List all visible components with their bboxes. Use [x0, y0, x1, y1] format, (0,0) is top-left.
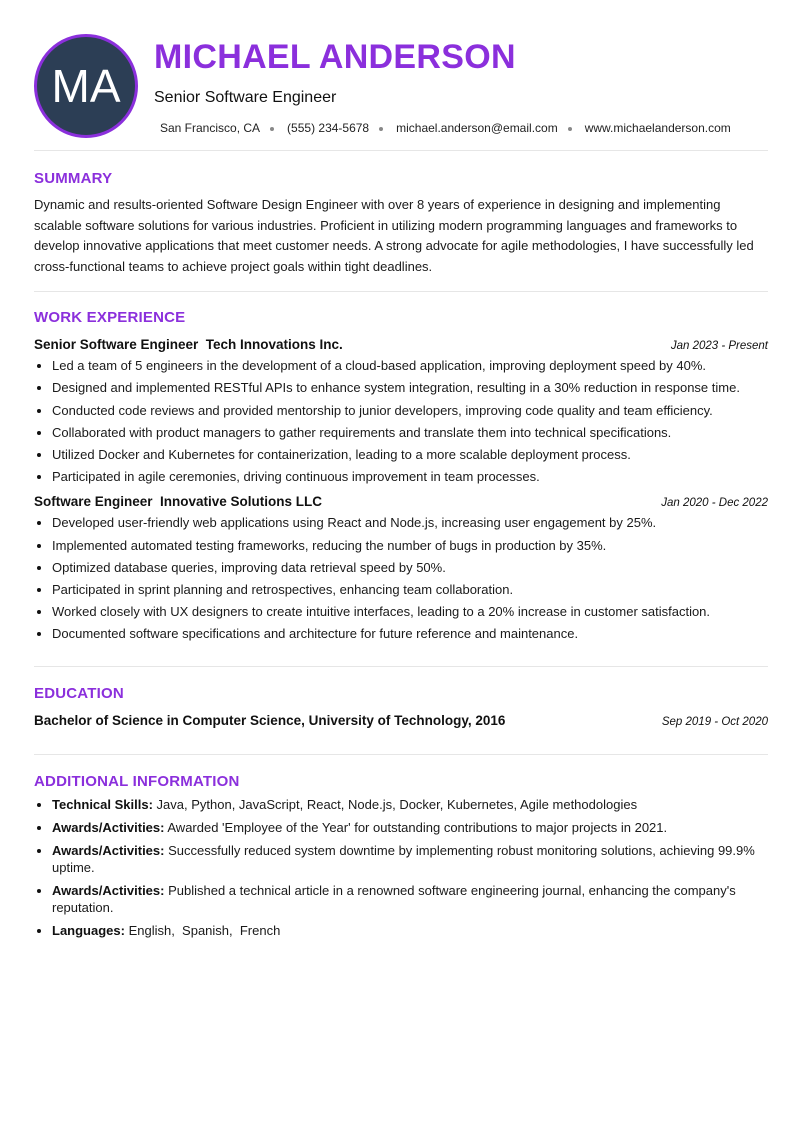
section-title-work-experience: WORK EXPERIENCE	[34, 309, 186, 326]
additional-info-section	[34, 773, 768, 939]
candidate-title: Senior Software Engineer	[154, 89, 337, 106]
contact-website[interactable]: www.michaelanderson.com	[584, 121, 731, 135]
list-item: Optimized database queries, improving data retrieval speed by 50%.	[34, 559, 768, 576]
contact-location: San Francisco, CA	[160, 121, 261, 135]
job-header	[34, 494, 768, 509]
job-date: Jan 2023 - Present	[670, 340, 768, 352]
job-role-company: Senior Software Engineer Tech Innovations Inc.	[34, 337, 343, 352]
separator-dot-icon	[568, 127, 572, 131]
list-item: Documented software specifications and architecture for future reference and maintenance.	[34, 625, 768, 642]
job-entry	[34, 494, 768, 642]
list-item: Developed user-friendly web applications using React and Node.js, increasing user engagement by 25%.	[34, 514, 768, 531]
item-label: Languages:	[52, 923, 125, 939]
divider	[34, 666, 768, 667]
contact-info	[160, 121, 731, 135]
resume-page	[34, 0, 768, 939]
item-label: Awards/Activities:	[52, 820, 165, 836]
item-label: Awards/Activities:	[52, 883, 165, 899]
list-item	[34, 922, 768, 939]
contact-phone: (555) 234-5678	[287, 121, 370, 135]
job-role-company: Software Engineer Innovative Solutions LLC	[34, 494, 323, 510]
list-item	[34, 796, 768, 813]
item-text: English, Spanish, French	[124, 923, 281, 939]
list-item: Collaborated with product managers to gather requirements and translate them into technical specifications.	[34, 424, 768, 441]
job-date: Jan 2020 - Dec 2022	[661, 497, 768, 510]
candidate-name: MICHAEL ANDERSON	[154, 38, 516, 76]
job-header	[34, 337, 768, 352]
item-text: Java, Python, JavaScript, React, Node.js, Docker, Kubernetes, Agile methodologies	[152, 797, 638, 813]
avatar-initials: MA	[51, 60, 121, 112]
item-label: Technical Skills:	[52, 797, 153, 813]
list-item	[34, 819, 768, 836]
list-item: Led a team of 5 engineers in the development of a cloud-based application, improving deployment speed by 40%.	[34, 357, 768, 374]
separator-dot-icon	[270, 127, 274, 131]
divider	[34, 754, 768, 755]
education-degree: Bachelor of Science in Computer Science, University of Technology, 2016	[34, 713, 506, 729]
job-entry	[34, 337, 768, 485]
summary-text: Dynamic and results-oriented Software Design Engineer with over 8 years of experience in designing and implementing scalable software solutions for various industries. Proficient in utilizing modern programming languages and frameworks to develop innovative applications that meet customer needs. A strong advocate for agile methodologies, I have successfully led cross-functional teams to achieve project goals within tight deadlines.	[34, 197, 754, 274]
avatar	[34, 34, 138, 138]
item-text: Successfully reduced system downtime by implementing robust monitoring solutions, achieving 99.9% uptime.	[52, 843, 759, 876]
additional-info-list	[34, 796, 768, 939]
contact-email[interactable]: michael.anderson@email.com	[396, 121, 558, 135]
section-title-additional-information: ADDITIONAL INFORMATION	[34, 773, 240, 791]
list-item: Participated in agile ceremonies, driving continuous improvement in team processes.	[34, 468, 768, 485]
separator-dot-icon	[379, 127, 383, 131]
list-item: Utilized Docker and Kubernetes for containerization, leading to a more scalable deployment process.	[34, 446, 768, 463]
item-text: Published a technical article in a renowned software engineering journal, enhancing the company's reputation.	[52, 883, 740, 916]
divider	[34, 150, 768, 151]
list-item: Designed and implemented RESTful APIs to enhance system integration, resulting in a 30% reduction in response time.	[34, 379, 768, 396]
job-bullets	[34, 514, 768, 642]
item-text: Awarded 'Employee of the Year' for outstanding contributions to major projects in 2021.	[164, 820, 668, 836]
section-title-summary: SUMMARY	[34, 170, 113, 187]
education-section	[34, 685, 768, 728]
divider	[34, 291, 768, 292]
item-label: Awards/Activities:	[52, 843, 165, 859]
summary-section	[34, 170, 768, 277]
list-item	[34, 842, 768, 876]
list-item: Conducted code reviews and provided mentorship to junior developers, improving code quality and team efficiency.	[34, 402, 768, 419]
section-title-education: EDUCATION	[34, 685, 124, 703]
resume-header	[34, 0, 768, 150]
education-date: Sep 2019 - Oct 2020	[661, 716, 768, 729]
education-entry	[34, 713, 768, 728]
job-bullets	[34, 357, 768, 485]
list-item	[34, 882, 768, 916]
work-experience-section	[34, 309, 768, 642]
list-item: Implemented automated testing frameworks, reducing the number of bugs in production by 35%.	[34, 537, 768, 554]
list-item: Participated in sprint planning and retrospectives, enhancing team collaboration.	[34, 581, 768, 598]
list-item: Worked closely with UX designers to create intuitive interfaces, leading to a 20% increase in customer satisfaction.	[34, 603, 768, 620]
